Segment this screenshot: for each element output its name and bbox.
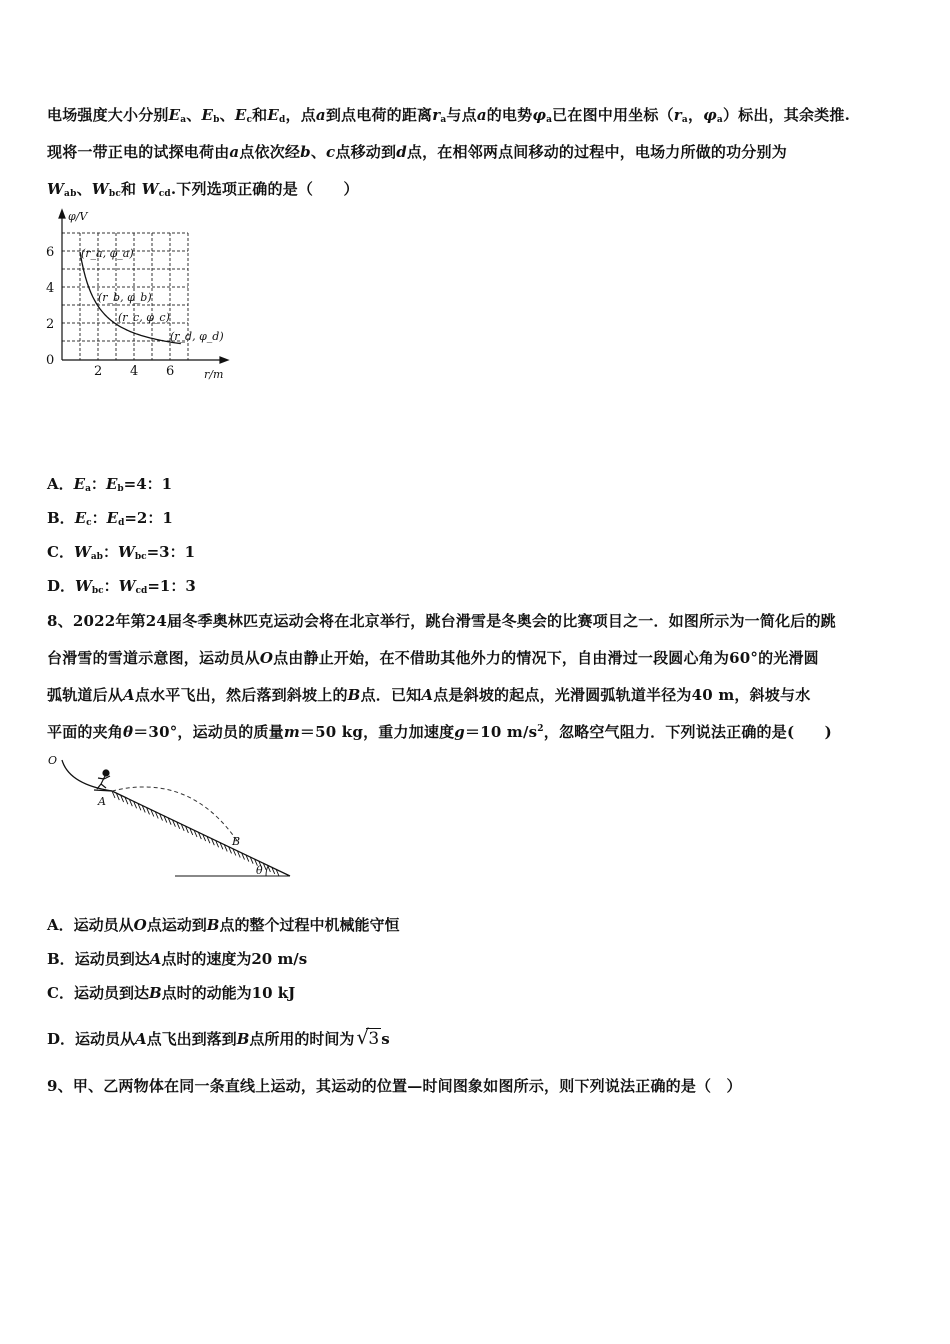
label-A: A <box>98 795 106 808</box>
point-label-c: (r_c, φ_c) <box>118 311 170 324</box>
sqrt-3: √ 3 <box>356 1025 380 1049</box>
q8-stem-line-4: 平面的夹角θ＝30°，运动员的质量m＝50 kg，重力加速度g＝10 $m/s^2$，忽略空气阻力．下列说法正确的是( ) <box>47 723 832 741</box>
slope-hatching <box>112 791 279 876</box>
label-B: B <box>232 835 241 848</box>
q8-option-c[interactable]: C．运动员到达B点时的动能为10 kJ <box>47 984 296 1002</box>
q7-option-b[interactable]: B．$E_c$：$E_d=2$：1 <box>47 509 173 528</box>
x-axis-arrow <box>220 357 228 363</box>
q8-option-a[interactable]: A．运动员从O点运动到B点的整个过程中机械能守恒 <box>47 916 400 934</box>
x-axis-label: r/m <box>204 368 224 381</box>
x-tick-6: 6 <box>166 364 175 379</box>
q7-stem-line-3: $W_{ab}$、$W_{bc}$和 $W_{cd}$.下列选项正确的是（ ） <box>47 180 359 199</box>
q8-option-b[interactable]: B．运动员到达A点时的速度为20 m/s <box>47 950 308 968</box>
q7-option-a[interactable]: A．$E_a$：$E_b=4$：1 <box>47 475 173 494</box>
y-tick-6: 6 <box>46 245 55 260</box>
q8-stem-line-2: 台滑雪的雪道示意图，运动员从O点由静止开始，在不借助其他外力的情况下，自由滑过一段圆心角为60°的光滑圆 <box>47 649 819 667</box>
q8-stem-line-3: 弧轨道后从A点水平飞出，然后落到斜坡上的B点．已知A点是斜坡的起点，光滑圆弧轨道半径为40 m，斜坡与水 <box>47 686 811 704</box>
y-tick-2: 2 <box>46 317 55 332</box>
flight-trajectory <box>112 787 238 842</box>
y-axis-label: φ/V <box>68 210 88 223</box>
x-tick-2: 2 <box>94 364 103 379</box>
angle-arc <box>266 866 268 876</box>
q9-stem-line-1: 9、甲、乙两物体在同一条直线上运动，其运动的位置—时间图象如图所示，则下列说法正确的是（ ） <box>47 1077 742 1095</box>
q8-stem-line-1: 8、2022年第24届冬季奥林匹克运动会将在北京举行，跳台滑雪是冬奥会的比赛项目之一．如图所示为一简化后的跳 <box>47 612 836 630</box>
y-axis-arrow <box>59 210 65 218</box>
point-label-a: (r_a, φ_a) <box>81 247 134 260</box>
point-label-b: (r_b, φ_b) <box>98 291 152 304</box>
q7-option-c[interactable]: C．$W_{ab}$：$W_{bc}=3$：1 <box>47 543 196 562</box>
y-tick-4: 4 <box>46 281 55 296</box>
label-O: O <box>48 754 58 767</box>
ski-jump-diagram <box>40 752 300 882</box>
y-tick-0: 0 <box>46 353 55 368</box>
point-label-d: (r_d, φ_d) <box>170 330 224 343</box>
q7-stem-line-1: 电场强度大小分别$E_a$、$E_b$、$E_c$和$E_d$，点a到点电荷的距离$r_a$与点a的电势$\varphi_a$已在图中用坐标（$r_a$，$\varphi_a$）标出，其余类推. <box>47 106 850 125</box>
potential-distance-graph <box>40 205 240 385</box>
q8-option-d[interactable]: D．运动员从A点飞出到落到B点所用的时间为 √ 3 s <box>47 1025 390 1049</box>
q7-option-d[interactable]: D．$W_{bc}$：$W_{cd}=1$：3 <box>47 577 196 596</box>
label-theta: θ <box>256 864 263 877</box>
x-tick-4: 4 <box>130 364 139 379</box>
q7-stem-line-2: 现将一带正电的试探电荷由a点依次经b、c点移动到d点，在相邻两点间移动的过程中，电场力所做的功分别为 <box>47 143 787 161</box>
